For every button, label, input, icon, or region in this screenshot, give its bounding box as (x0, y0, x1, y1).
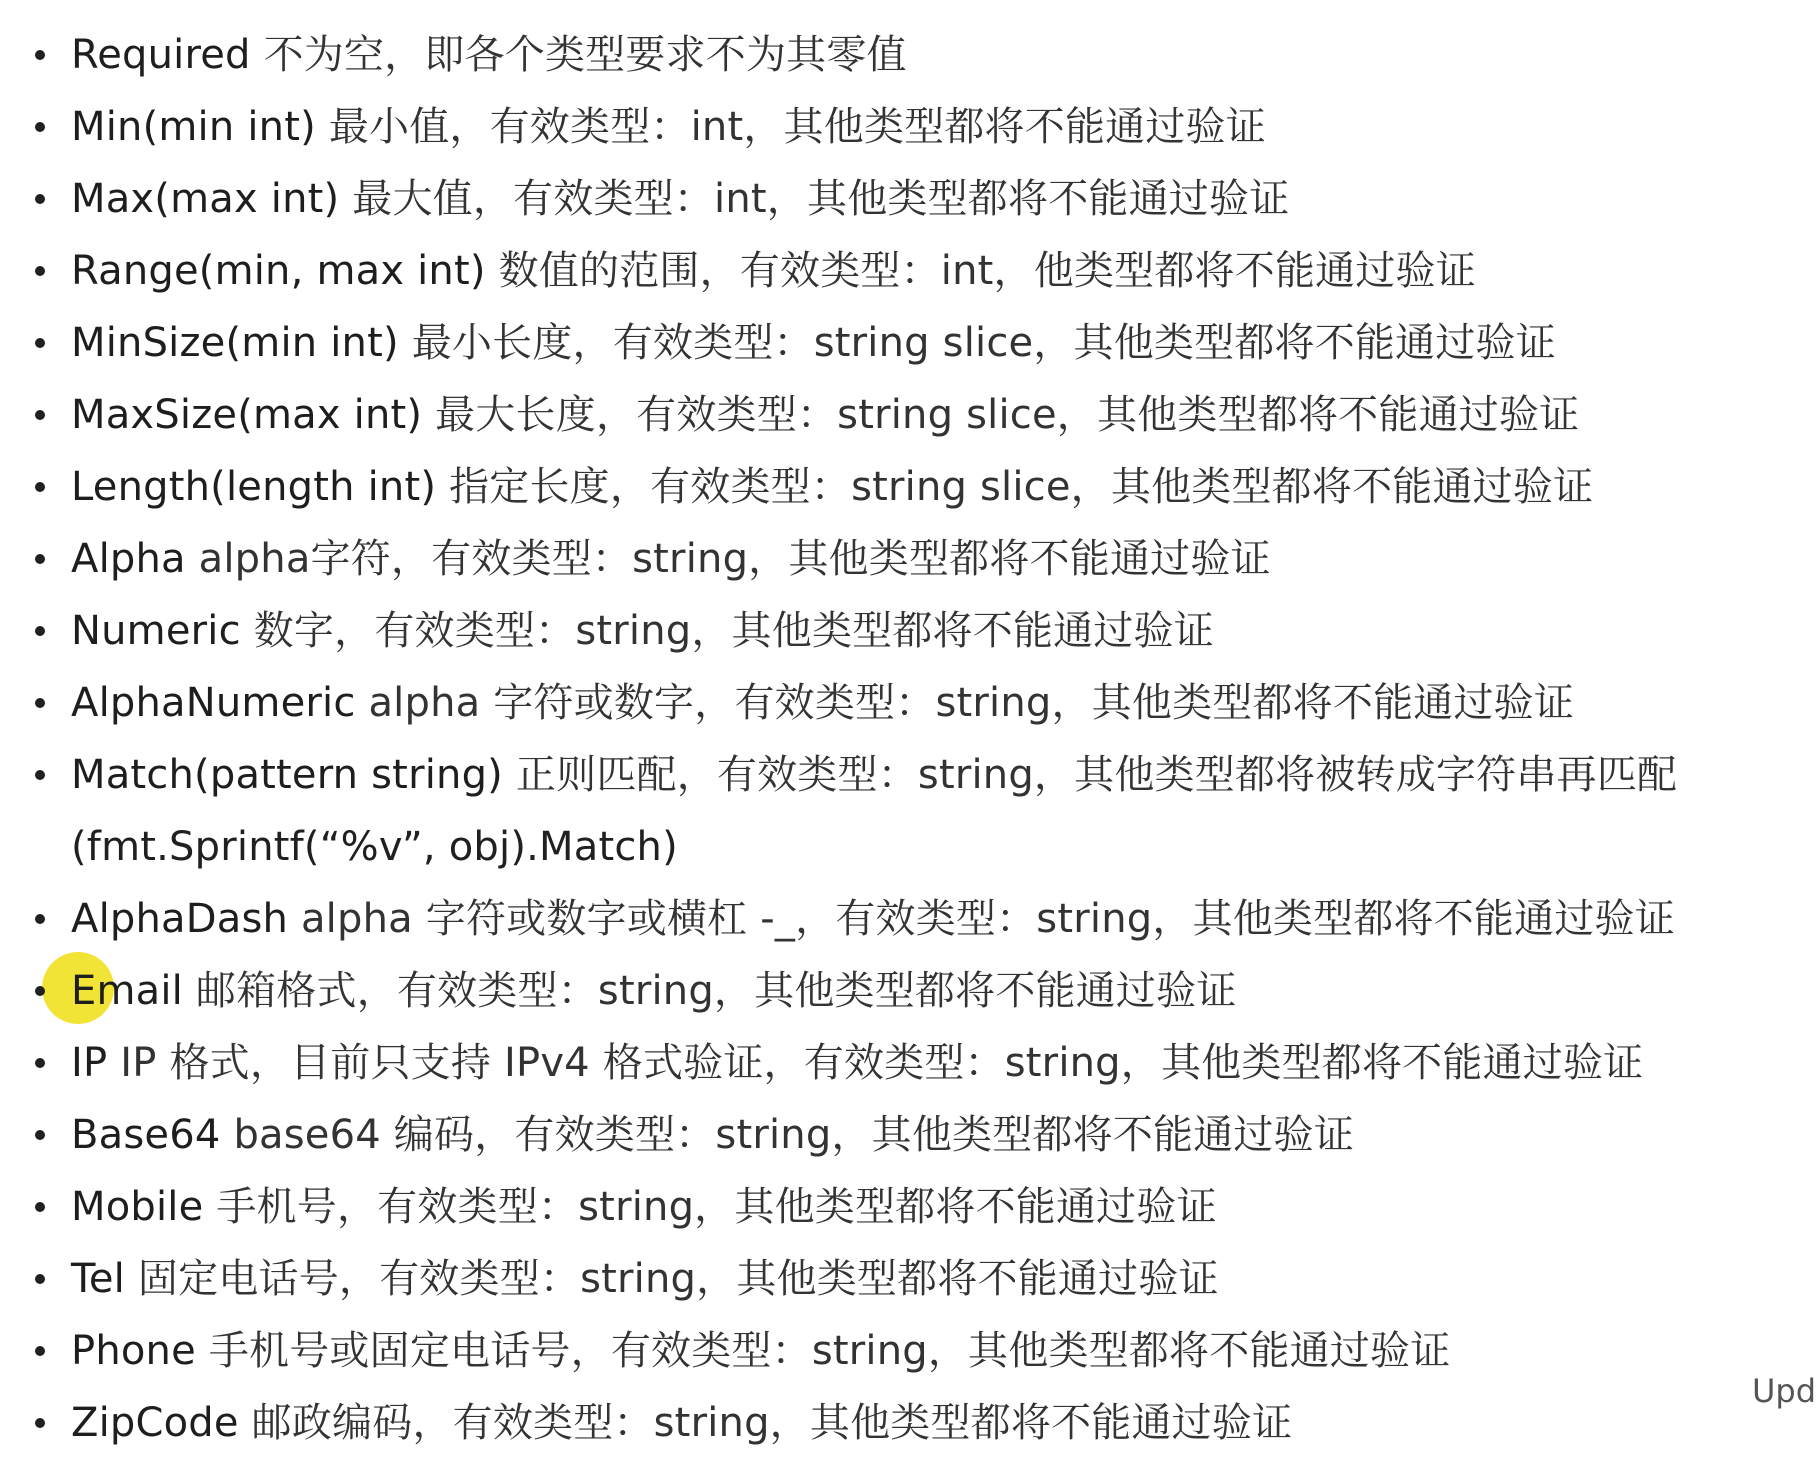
rule-description: IP 格式，目前只支持 IPv4 格式验证，有效类型：string，其他类型都将不能通过验证 (120, 1040, 1644, 1086)
rule-description: alpha 字符或数字或横杠 -_，有效类型：string，其他类型都将不能通过验证 (300, 896, 1675, 942)
rule-description: 最小值，有效类型：int，其他类型都将不能通过验证 (328, 104, 1266, 150)
rule-name: Base64 (71, 1112, 221, 1158)
rule-description: 不为空，即各个类型要求不为其零值 (263, 32, 907, 78)
list-item (35, 1315, 1775, 1387)
rule-name: Length(length int) (71, 464, 437, 510)
validation-rules-list (35, 19, 1775, 1459)
list-item (35, 1171, 1775, 1243)
list-item (35, 307, 1775, 379)
rule-name: AlphaNumeric (71, 680, 356, 726)
rule-name: Numeric (71, 608, 241, 654)
list-item (35, 883, 1775, 955)
list-item (35, 523, 1775, 595)
rule-name: AlphaDash (71, 896, 289, 942)
rule-description: 指定长度，有效类型：string slice，其他类型都将不能通过验证 (449, 464, 1594, 510)
rule-description: 最大值，有效类型：int，其他类型都将不能通过验证 (352, 176, 1290, 222)
rule-description-continuation: (fmt.Sprintf(“%v”, obj).Match) (71, 824, 678, 870)
rule-name: Required (71, 32, 251, 78)
rule-description: 手机号，有效类型：string，其他类型都将不能通过验证 (216, 1184, 1217, 1230)
rule-description: 最大长度，有效类型：string slice，其他类型都将不能通过验证 (435, 392, 1580, 438)
rule-name: Min(min int) (71, 104, 316, 150)
rule-description: base64 编码，有效类型：string，其他类型都将不能通过验证 (233, 1112, 1355, 1158)
rule-description: 固定电话号，有效类型：string，其他类型都将不能通过验证 (137, 1256, 1219, 1302)
list-item (35, 235, 1775, 307)
rule-name: Match(pattern string) (71, 752, 503, 798)
rule-description: 数字，有效类型：string，其他类型都将不能通过验证 (253, 608, 1214, 654)
list-item (35, 1099, 1775, 1171)
rule-description: 数值的范围，有效类型：int，他类型都将不能通过验证 (498, 248, 1476, 294)
rule-description: alpha 字符或数字，有效类型：string，其他类型都将不能通过验证 (368, 680, 1575, 726)
rule-name: MinSize(min int) (71, 320, 399, 366)
rule-name: Max(max int) (71, 176, 340, 222)
rule-description: 手机号或固定电话号，有效类型：string，其他类型都将不能通过验证 (208, 1328, 1451, 1374)
list-item (35, 667, 1775, 739)
list-item (35, 91, 1775, 163)
rule-name: Phone (71, 1328, 196, 1374)
rule-description: 邮政编码，有效类型：string，其他类型都将不能通过验证 (251, 1400, 1293, 1446)
list-item (35, 739, 1775, 883)
rule-name: IP (71, 1040, 108, 1086)
list-item (35, 1387, 1775, 1459)
rule-name: MaxSize(max int) (71, 392, 423, 438)
list-item (35, 955, 1775, 1027)
list-item (35, 19, 1775, 91)
rule-name: Alpha (71, 536, 186, 582)
update-label: Upd (1751, 1372, 1816, 1410)
rule-description: alpha字符，有效类型：string，其他类型都将不能通过验证 (198, 536, 1271, 582)
rule-name: Email (71, 968, 183, 1014)
rule-description: 正则匹配，有效类型：string，其他类型都将被转成字符串再匹配 (515, 752, 1678, 798)
list-item (35, 1027, 1775, 1099)
rule-name: Mobile (71, 1184, 204, 1230)
rule-name: ZipCode (71, 1400, 239, 1446)
list-item (35, 451, 1775, 523)
list-item (35, 163, 1775, 235)
list-item (35, 595, 1775, 667)
rule-name: Tel (71, 1256, 125, 1302)
list-item (35, 379, 1775, 451)
list-item (35, 1243, 1775, 1315)
rule-name: Range(min, max int) (71, 248, 486, 294)
rule-description: 邮箱格式，有效类型：string，其他类型都将不能通过验证 (195, 968, 1237, 1014)
rule-description: 最小长度，有效类型：string slice，其他类型都将不能通过验证 (411, 320, 1556, 366)
